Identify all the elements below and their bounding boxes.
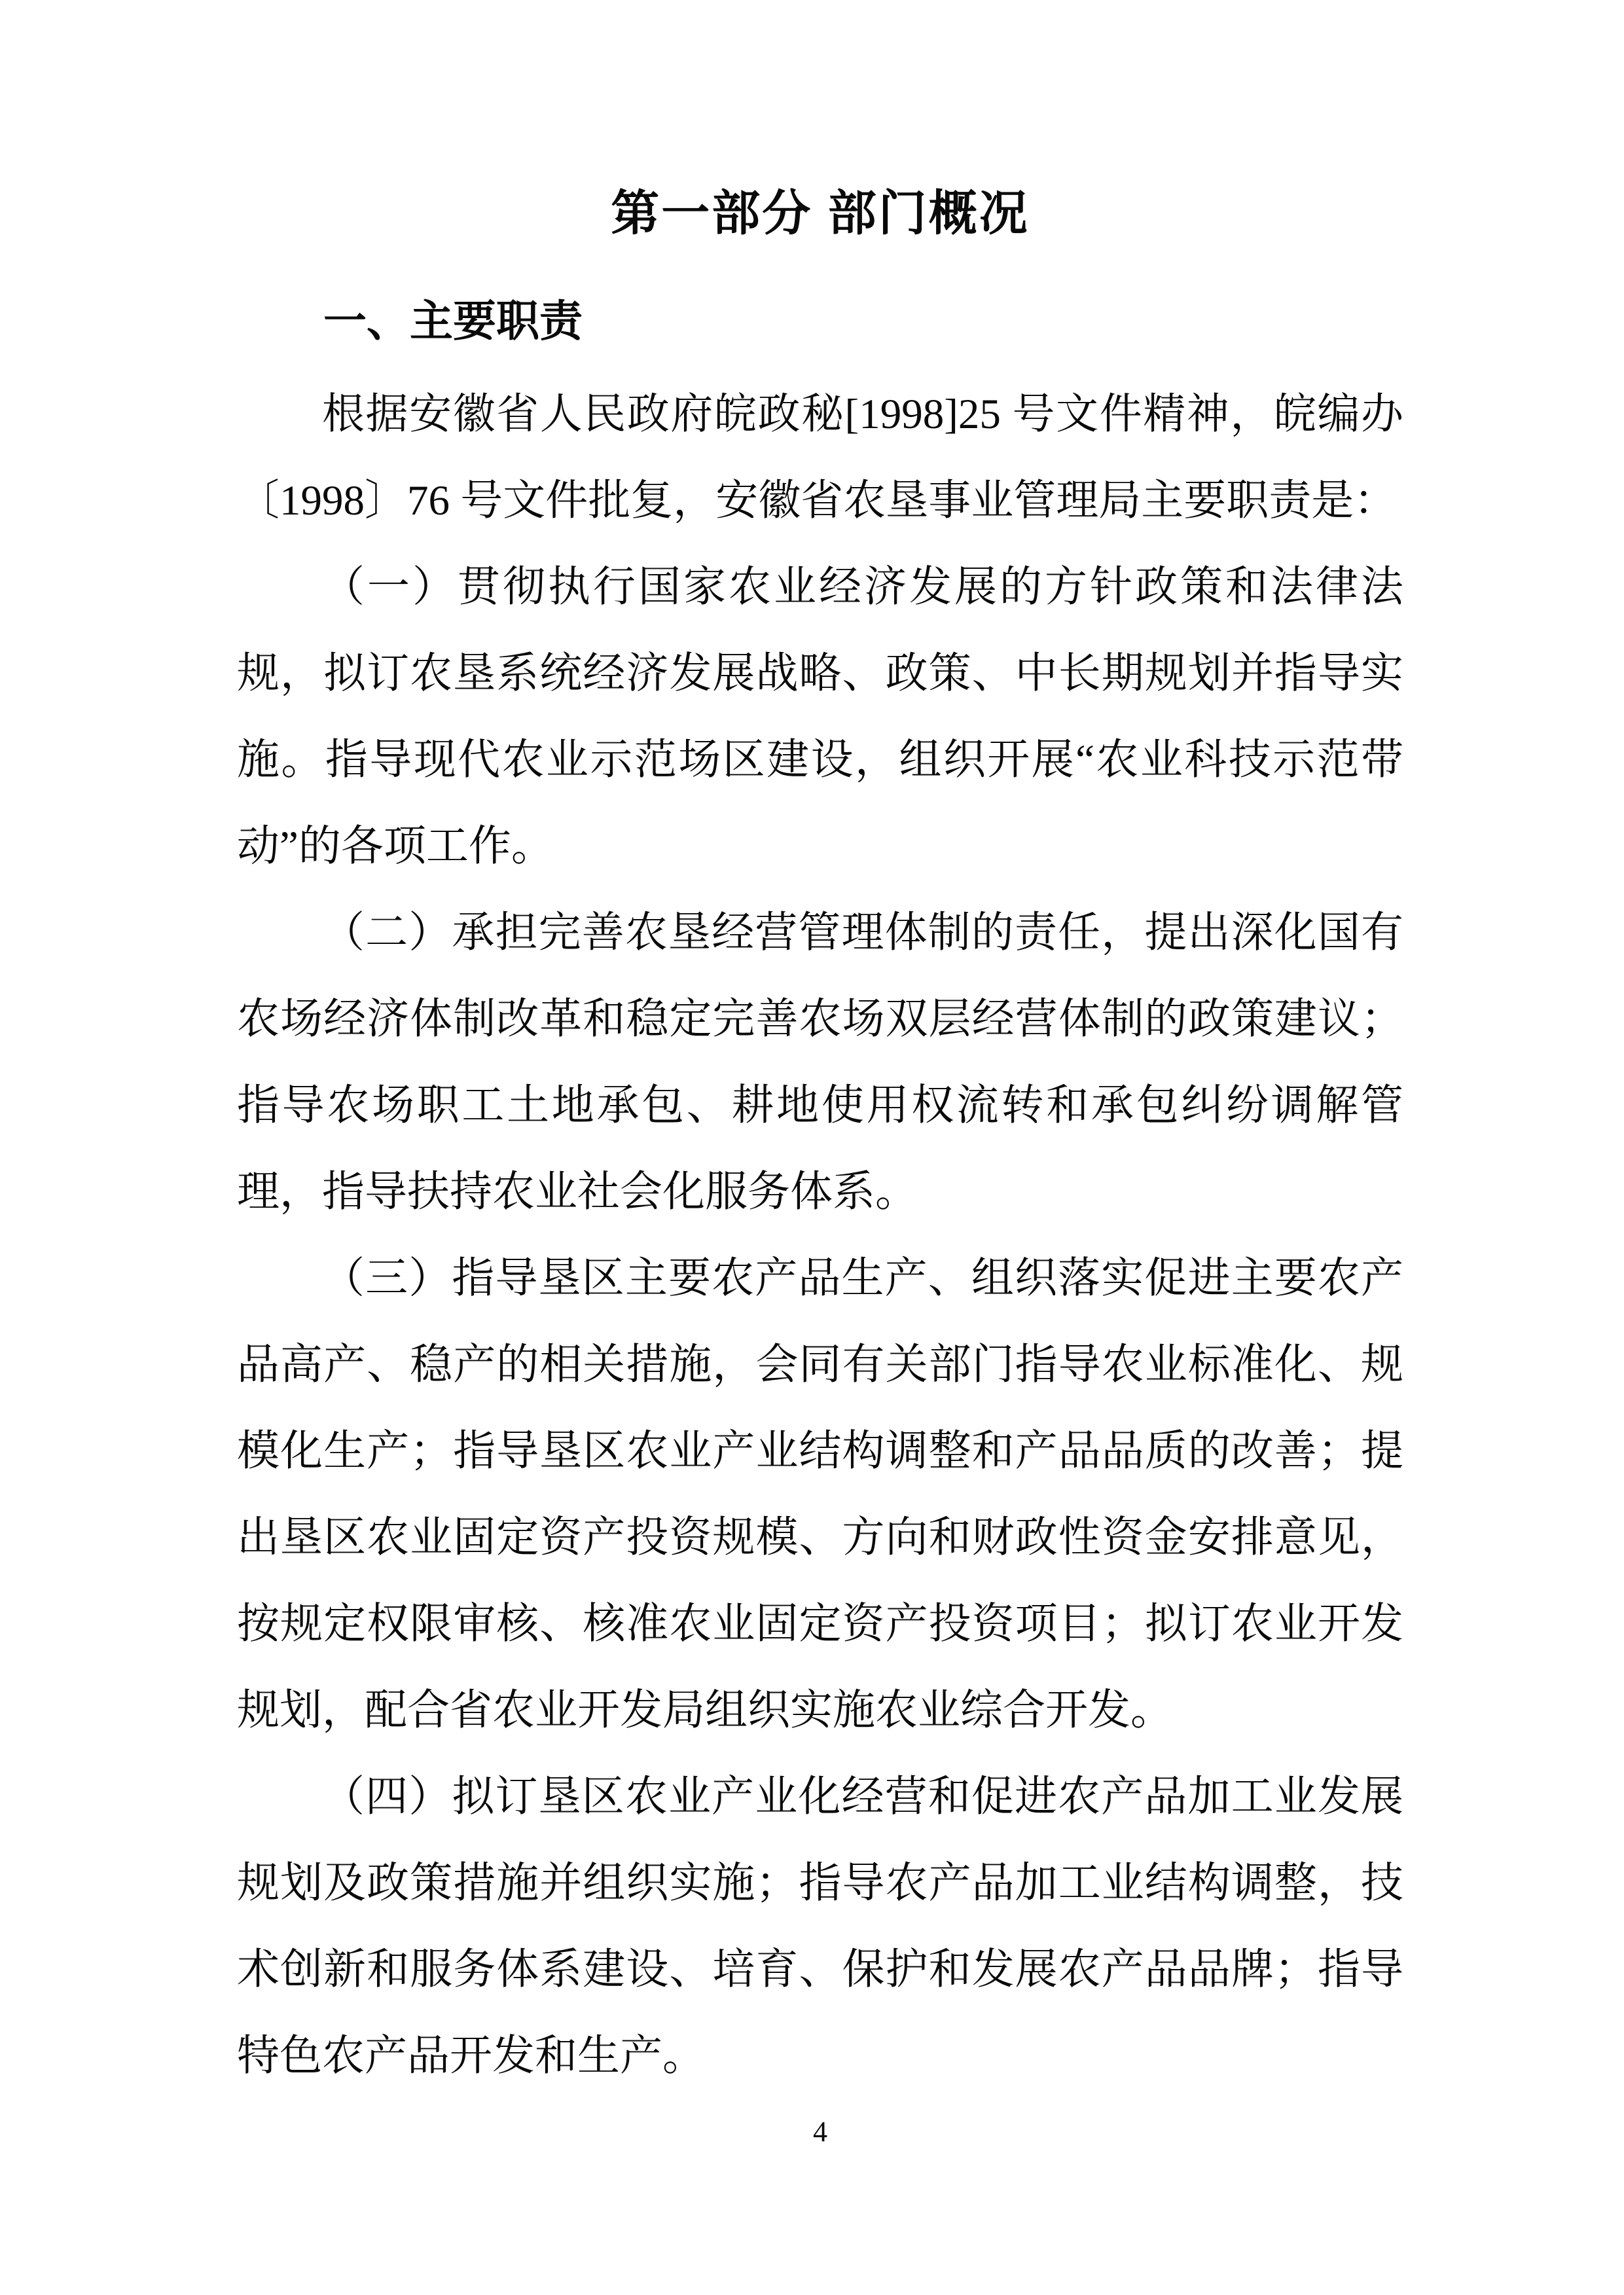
text-line: 〔1998〕76 号文件批复，安徽省农垦事业管理局主要职责是：	[237, 477, 1397, 524]
text-line: 根据安徽省人民政府皖政秘[1998]25 号文件精神，皖编办	[322, 391, 1403, 438]
text-line: 规，拟订农垦系统经济发展战略、政策、中长期规划并指导实	[237, 650, 1403, 697]
body-text	[237, 371, 1403, 2099]
text-line: 模化生产；指导垦区农业产业结构调整和产品品质的改善；提	[237, 1428, 1403, 1475]
text-line: 按规定权限审核、核准农业固定资产投资项目；拟订农业开发	[237, 1600, 1403, 1648]
text-line: 理，指导扶持农业社会化服务体系。	[237, 1168, 918, 1216]
text-line: （三）指导垦区主要农产品生产、组织落实促进主要农产	[322, 1255, 1403, 1302]
text-line: 规划，配合省农业开发局组织实施农业综合开发。	[237, 1687, 1174, 1734]
page-content	[0, 182, 1624, 2156]
paragraph	[237, 890, 1403, 1235]
text-line: 农场经济体制改革和稳定完善农场双层经营体制的政策建议；	[237, 996, 1403, 1043]
text-line: 出垦区农业固定资产投资规模、方向和财政性资金安排意见，	[237, 1514, 1403, 1561]
section-heading: 一、主要职责	[323, 297, 583, 345]
paragraph	[237, 1754, 1403, 2099]
text-line: （四）拟订垦区农业产业化经营和促进农产品加工业发展	[322, 1773, 1403, 1820]
text-line: 术创新和服务体系建设、培育、保护和发展农产品品牌；指导	[237, 1946, 1403, 1993]
text-line: （二）承担完善农垦经营管理体制的责任，提出深化国有	[322, 909, 1403, 956]
paragraph	[237, 1235, 1403, 1754]
text-line: （一）贯彻执行国家农业经济发展的方针政策和法律法	[322, 564, 1403, 611]
text-line: 施。指导现代农业示范场区建设，组织开展“农业科技示范带	[237, 736, 1403, 784]
text-line: 品高产、稳产的相关措施，会同有关部门指导农业标准化、规	[237, 1341, 1403, 1388]
text-line: 特色农产品开发和生产。	[237, 2033, 706, 2080]
text-line: 规划及政策措施并组织实施；指导农产品加工业结构调整，技	[237, 1860, 1403, 1907]
text-line: 指导农场职工土地承包、耕地使用权流转和承包纠纷调解管	[237, 1082, 1403, 1129]
paragraph	[237, 544, 1403, 890]
page-title: 第一部分 部门概况	[611, 186, 1030, 240]
page-number: 4	[813, 2116, 827, 2148]
paragraph	[237, 371, 1403, 544]
text-line: 动”的各项工作。	[237, 823, 554, 870]
